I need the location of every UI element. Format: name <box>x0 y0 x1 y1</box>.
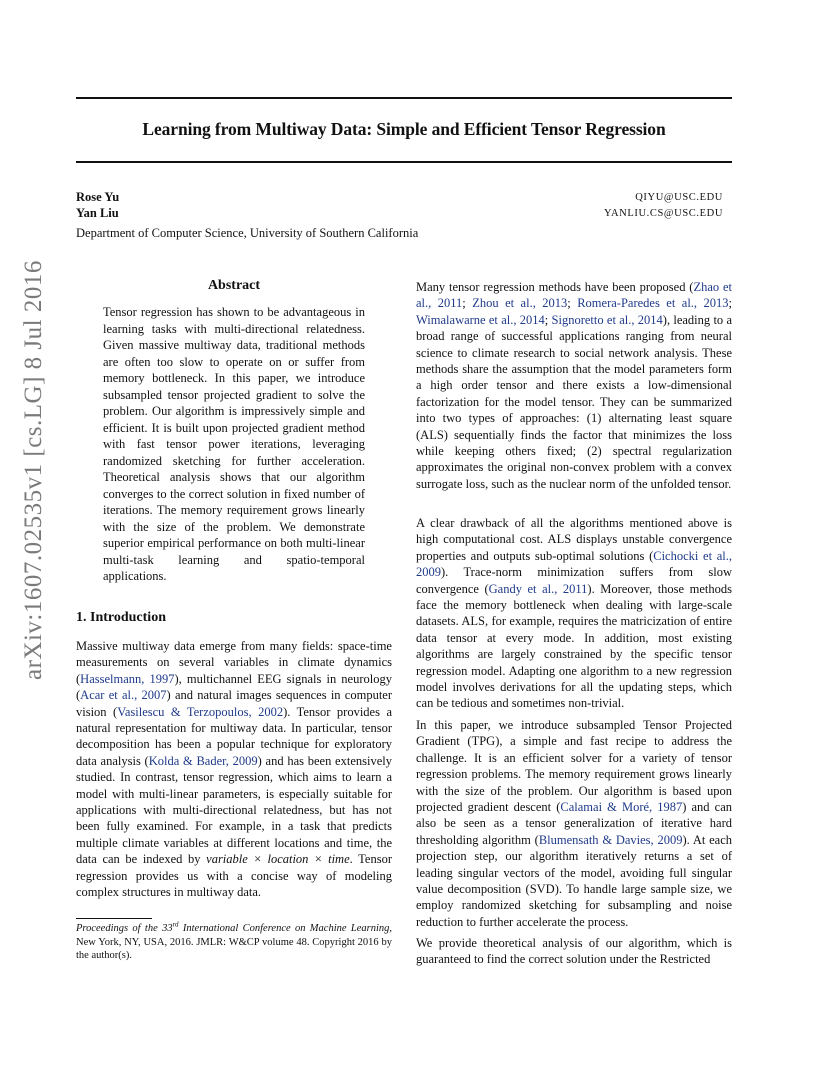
text-run: ; <box>567 296 578 311</box>
text-run: In this paper, we introduce subsampled Tensor Projected Gradient (TPG), a simple and fast recipe to address the challenge. It is an efficient solver for a variety of tensor regression problems. The memory requirement grows linearly with the size of the problem. Our algorithm is based upon projected gradient descent ( <box>416 718 732 815</box>
body-paragraph <box>416 717 732 930</box>
text-run: ). Tensor provides a natural representation for multiway data. In particular, tensor decomposition has been a popular technique for exploratory data analysis ( <box>76 704 392 768</box>
text-run: ). Trace-norm minimization suffers from slow convergence ( <box>416 565 732 596</box>
arxiv-identifier-stamp: arXiv:1607.02535v1 [cs.LG] 8 Jul 2016 <box>20 260 47 680</box>
citation-link[interactable]: Romera-Paredes et al., 2013 <box>577 296 729 311</box>
body-paragraph <box>416 935 732 968</box>
citation-link[interactable]: Blumensath & Davies, 2009 <box>538 832 683 847</box>
body-paragraph <box>416 515 732 712</box>
paper-title: Learning from Multiway Data: Simple and Efficient Tensor Regression <box>142 119 666 139</box>
title-rule-bottom <box>76 161 732 163</box>
citation-link[interactable]: Zhao et al., 2011 <box>416 280 732 311</box>
text-run: ) and can also be seen as a tensor generalization of iterative hard thresholding algorithm ( <box>416 800 732 847</box>
abstract-text: Tensor regression has shown to be advantageous in learning tasks with multi-directional relatedness. Given massive multiway data, traditional methods are often too slow to operate on or suffer from memory bottleneck. In this paper, we introduce subsampled tensor projected gradient to solve the problem. Our algorithm is impressively simple and efficient. It is built upon projected gradient method with fast tensor power iterations, leveraging randomized sketching for further acceleration. Theoretical analysis shows that our algorithm converges to the correct solution in fixed number of iterations. The memory requirement grows linearly with the size of the problem. We demonstrate superior empirical performance on both multi-linear multi-task learning and spatio-temporal applications. <box>103 305 365 583</box>
text-run: Massive multiway data emerge from many fields: space-time measurements on several variables in climate dynamics ( <box>76 639 392 686</box>
text-run: ). Moreover, those methods face the memory bottleneck when dealing with large-scale datasets. ALS, for example, requires the matricization of entire data tensor at every mode. In addition, most existing algorithms are largely constrained by the specific tensor regression model. Adapting one algorithm to a new regression model involves derivations for all the updating steps, which can be tedious and sometimes non-trivial. <box>416 581 732 711</box>
author-name: Rose Yu <box>76 190 120 204</box>
text-run: ; <box>728 296 732 311</box>
italic-text: Proceedings of the 33 <box>76 923 173 934</box>
citation-link[interactable]: Acar et al., 2007 <box>80 688 167 703</box>
affiliation: Department of Computer Science, University of Southern California <box>76 226 419 240</box>
text-run: We provide theoretical analysis of our algorithm, which is guaranteed to find the correct solution under the Restricted <box>416 936 732 967</box>
superscript: rd <box>172 920 179 929</box>
italic-text: variable × location × time <box>206 852 350 867</box>
citation-link[interactable]: Signoretto et al., 2014 <box>551 312 663 327</box>
abstract-heading: Abstract <box>207 278 261 293</box>
citation-link[interactable]: Wimalawarne et al., 2014 <box>416 312 545 327</box>
text-run: ; <box>544 312 552 327</box>
text-run: A clear drawback of all the algorithms mentioned above is high computational cost. ALS displays unstable convergence properties and outputs sub-optimal solutions ( <box>416 516 732 563</box>
text-run: ) and has been extensively studied. In contrast, tensor regression, which aims to learn a model with multi-linear parameters, is especially suitable for applications with multi-directional relatedness, but has not been fully examined. For example, in a task that predicts multiple climate variables at different locations and time, the data can be indexed by <box>76 753 392 867</box>
footnote-rule <box>76 918 152 919</box>
citation-link[interactable]: Zhou et al., 2013 <box>472 296 568 311</box>
text-run: Many tensor regression methods have been proposed ( <box>416 280 694 294</box>
text-run: ; <box>462 296 473 311</box>
author-email[interactable]: QIYU@USC.EDU <box>635 192 723 203</box>
citation-link[interactable]: Vasilescu & Terzopoulos, 2002 <box>117 704 284 719</box>
text-run: . Tensor regression provides us with a concise way of modeling complex structures in multiway data. <box>76 852 392 900</box>
author-name: Yan Liu <box>76 206 119 220</box>
intro-paragraph <box>76 638 392 901</box>
text-run: ). At each projection step, our algorithm iteratively returns a set of leading singular vectors of the model, avoiding full singular value decomposition (SVD). To handle large sample size, we employ randomized sketching for subsampling and noise reduction to further accelerate the process. <box>416 832 733 929</box>
text-run: ), multichannel EEG signals in neurology ( <box>76 671 392 703</box>
text-run: , New York, NY, USA, 2016. JMLR: W&CP volume 48. Copyright 2016 by the author(s). <box>76 923 392 961</box>
citation-link[interactable]: Gandy et al., 2011 <box>488 581 588 596</box>
footnote <box>76 922 392 963</box>
section-heading-introduction: 1. Introduction <box>76 610 166 625</box>
citation-link[interactable]: Calamai & Moré, 1987 <box>560 800 683 815</box>
citation-link[interactable]: Kolda & Bader, 2009 <box>148 753 258 768</box>
body-paragraph <box>416 279 732 492</box>
citation-link[interactable]: Hasselmann, 1997 <box>80 671 175 686</box>
citation-link[interactable]: Cichocki et al., 2009 <box>416 548 732 580</box>
title-rule-top <box>76 97 732 99</box>
author-email[interactable]: YANLIU.CS@USC.EDU <box>603 208 723 219</box>
text-run: ), leading to a broad range of successful applications ranging from neural science to climate research to social network analysis. These methods share the assumption that the model parameters form a high order tensor and there exists a low-dimensional factorization for the model tensor. They can be summarized into two types of approaches: (1) alternating least square (ALS) sequentially finds the factor that minimizes the loss while keeping others fixed; (2) spectral regularization approximates the original non-convex problem with a convex surrogate loss, such as the nuclear norm of the unfolded tensor. <box>416 312 732 491</box>
italic-text: International Conference on Machine Learning <box>178 923 390 934</box>
text-run: ) and natural images sequences in computer vision ( <box>76 688 393 719</box>
